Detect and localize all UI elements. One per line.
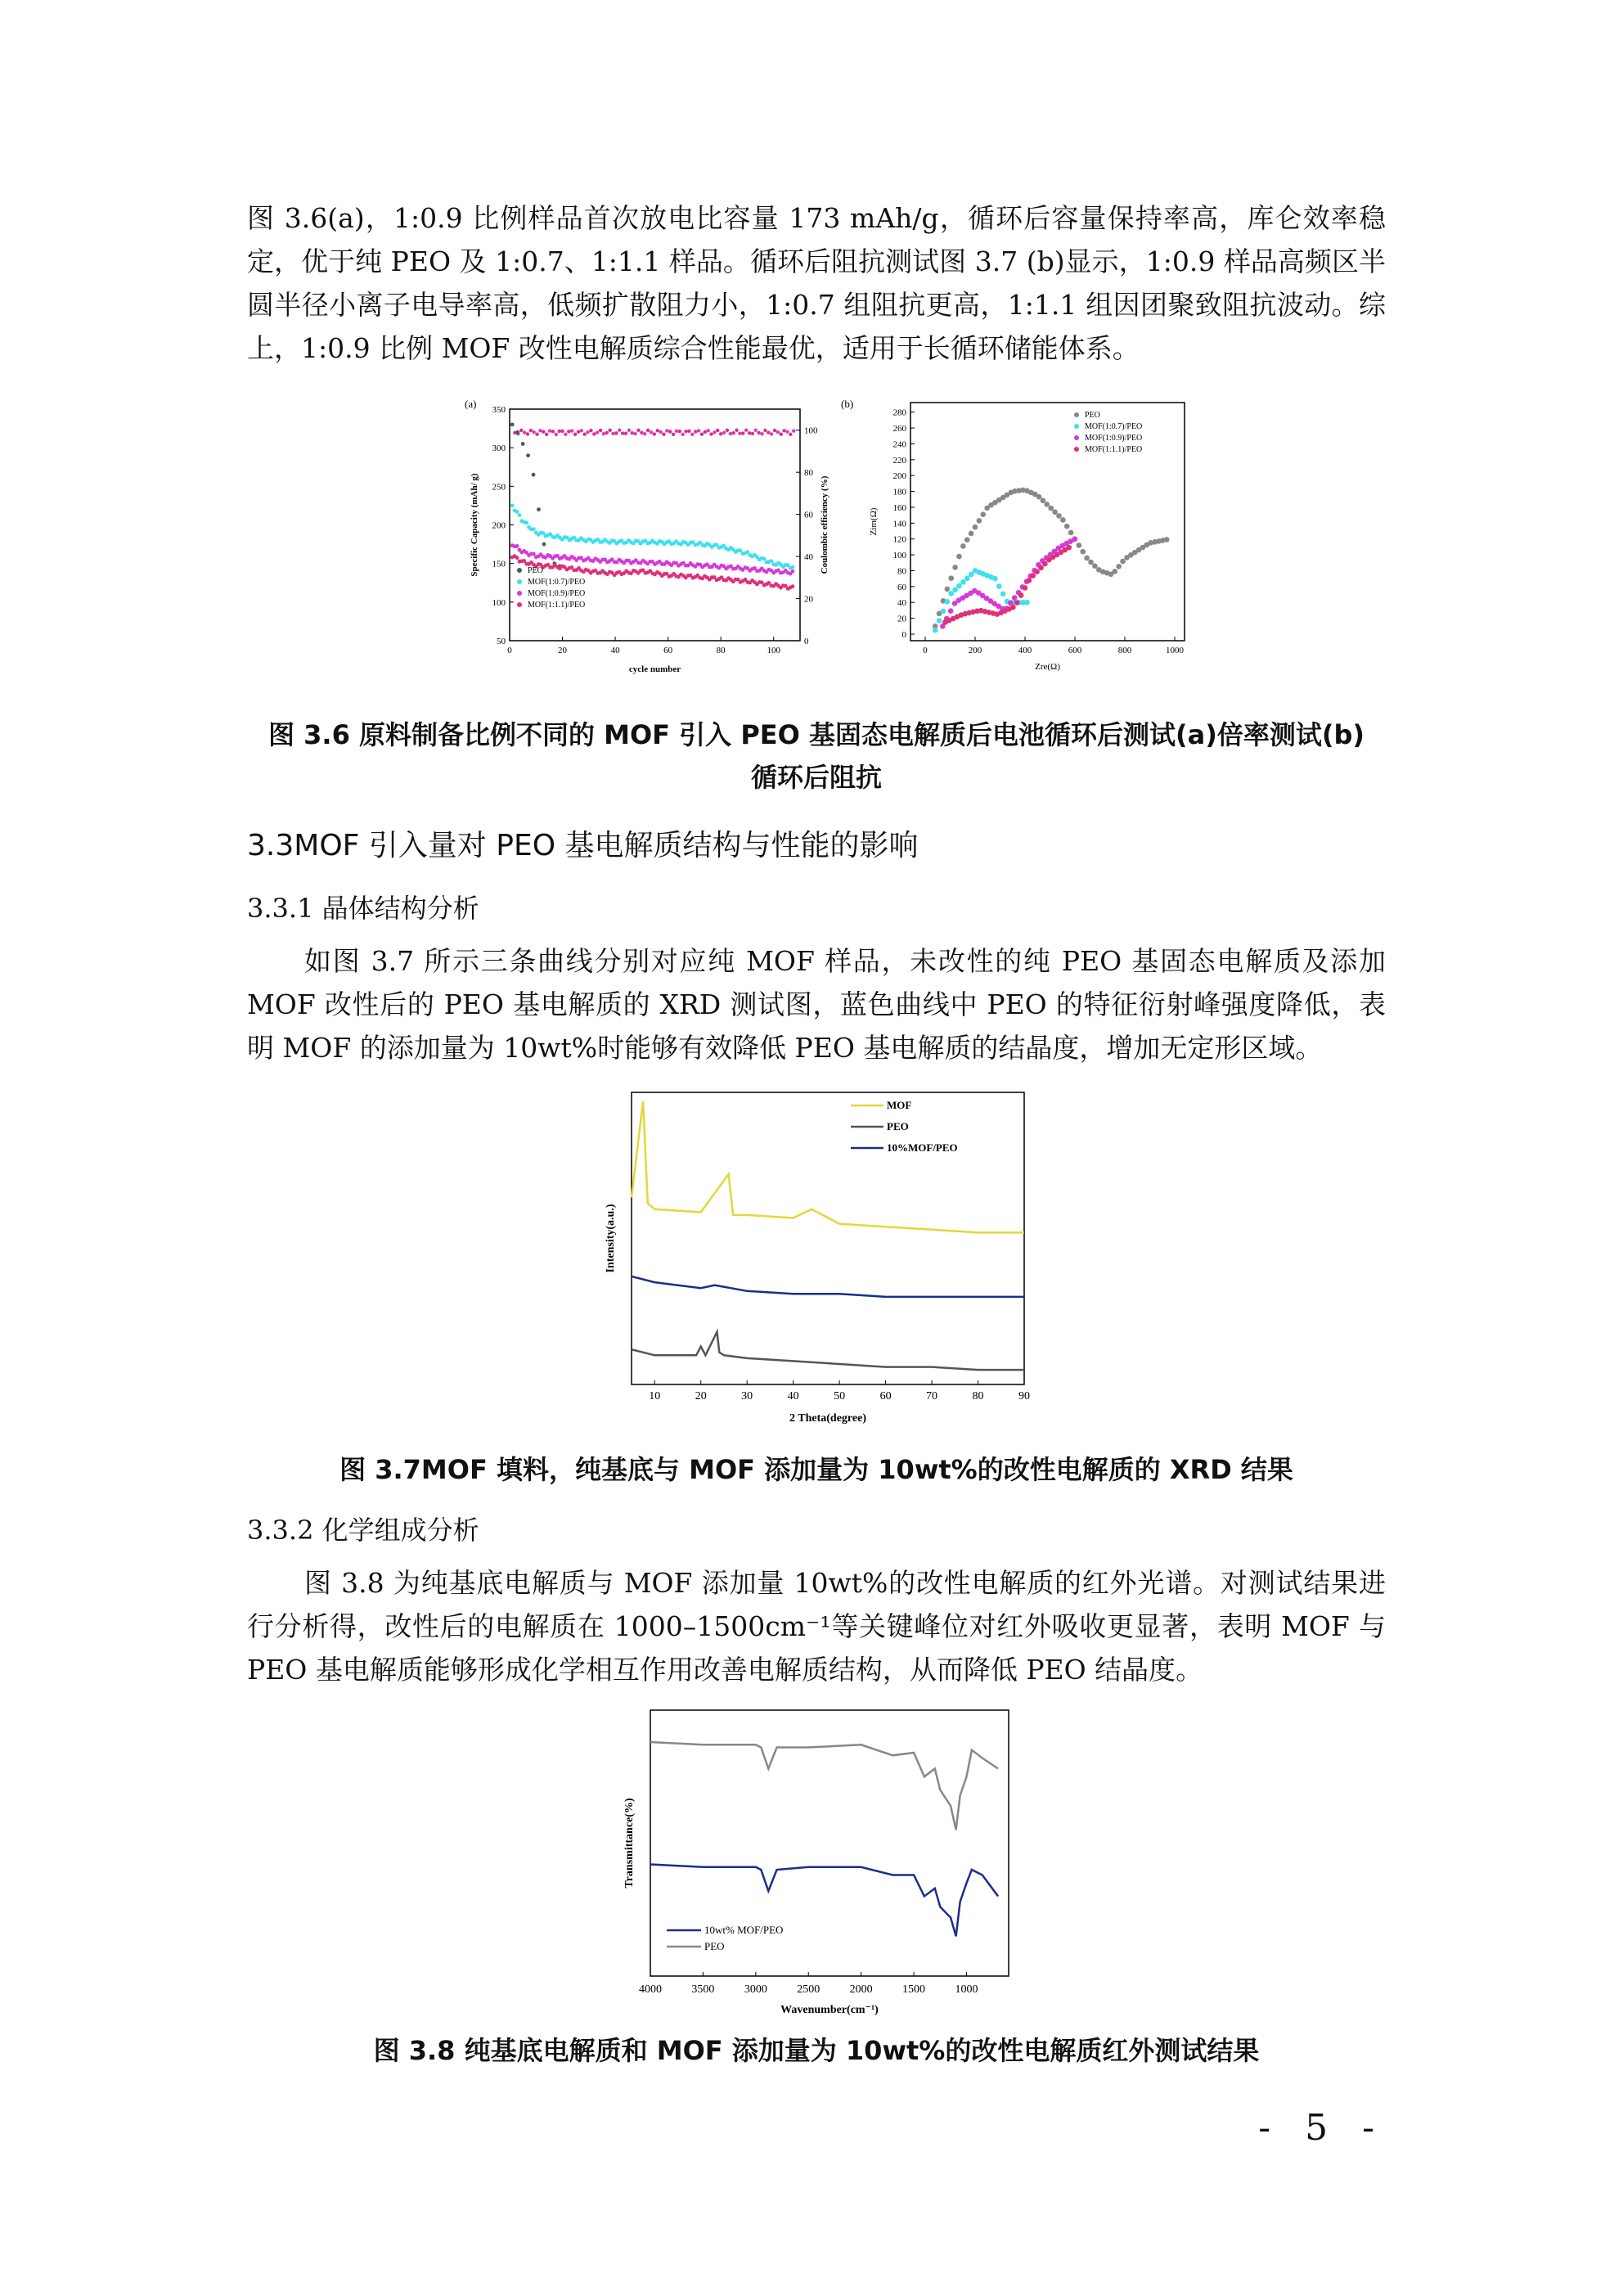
ce-point [792, 429, 795, 432]
y2-tick-label: 20 [804, 594, 813, 605]
y-tick-label: 160 [892, 502, 906, 513]
ce-point [767, 430, 770, 434]
ce-point [789, 433, 792, 436]
ce-point [555, 433, 558, 436]
ce-point [596, 430, 599, 434]
nyquist-point-MOF(1:1.1)/PEO [1010, 605, 1016, 610]
ce-point [780, 432, 783, 435]
nyquist-point-PEO [1048, 506, 1054, 511]
ce-point [665, 429, 668, 432]
y-tick-label: 100 [892, 551, 906, 561]
ce-point [785, 430, 789, 434]
ce-point [643, 432, 646, 435]
nyquist-point-PEO [1036, 494, 1042, 500]
x-axis-label: Zre(Ω) [1035, 662, 1060, 672]
ce-point [675, 430, 678, 433]
capacity-point-PEO [537, 507, 541, 511]
nyquist-point-PEO [1113, 569, 1118, 574]
nyquist-point-MOF(1:0.7)/PEO [941, 609, 946, 615]
nyquist-point-PEO [1077, 542, 1082, 548]
ce-point [640, 431, 643, 434]
legend-label: PEO [1085, 411, 1100, 420]
chart-3-8 [623, 1710, 1009, 2016]
y-tick-label: 50 [497, 637, 506, 646]
legend-marker [517, 591, 522, 596]
ce-point [592, 432, 596, 435]
legend-label: MOF [887, 1099, 912, 1111]
ce-point [526, 432, 529, 435]
nyquist-point-PEO [980, 511, 986, 517]
x-tick-label: 100 [767, 646, 780, 655]
x-tick-label: 400 [1018, 646, 1032, 655]
legend-marker [1074, 447, 1079, 452]
ce-point [529, 429, 533, 432]
y-tick-label: 100 [492, 597, 506, 608]
nyquist-point-PEO [1060, 517, 1066, 523]
y2-tick-label: 100 [804, 425, 818, 436]
ce-point [653, 432, 656, 435]
legend-label: MOF(1:0.9)/PEO [528, 589, 586, 598]
capacity-point-MOF(1:0.9)/PEO [515, 544, 519, 548]
y-tick-label: 0 [901, 630, 906, 640]
y-tick-label: 350 [492, 405, 506, 415]
y-tick-label: 60 [897, 582, 906, 592]
ce-point [659, 430, 662, 434]
x-tick-label: 80 [716, 646, 726, 655]
ce-point [567, 430, 570, 433]
ce-point [551, 430, 555, 433]
nyquist-point-PEO [1045, 502, 1050, 507]
ce-point [782, 429, 785, 432]
ce-point [681, 433, 685, 436]
legend-label: MOF(1:1.1)/PEO [1085, 445, 1143, 454]
ir-line-PEO [650, 1742, 998, 1830]
y-tick-label: 250 [492, 482, 506, 493]
ce-point [560, 430, 564, 433]
y2-axis-label: Coulombic efficiency (%) [820, 475, 829, 574]
nyquist-point-MOF(1:0.9)/PEO [948, 608, 954, 614]
y2-tick-label: 80 [804, 468, 813, 479]
nyquist-point-MOF(1:1.1)/PEO [1018, 592, 1024, 598]
x-tick-label: 40 [787, 1390, 799, 1402]
heading-3-3-1: 3.3.1 晶体结构分析 [247, 893, 479, 924]
caption-fig36-line1: 图 3.6 原料制备比例不同的 MOF 引入 PEO 基固态电解质后电池循环后测试(a)倍率测试(b) [268, 719, 1364, 750]
ce-point [738, 432, 741, 435]
page-number: - 5 - [1258, 2107, 1386, 2149]
ce-point [580, 429, 583, 432]
capacity-point-PEO [532, 473, 536, 477]
panel-label: (a) [465, 398, 477, 410]
y2-tick-label: 40 [804, 552, 813, 563]
figure-3-6 [448, 393, 1185, 679]
ce-point [722, 431, 726, 434]
nyquist-point-MOF(1:1.1)/PEO [1042, 561, 1048, 567]
y-axis-label: Specific Capacity (mAh/ g) [470, 473, 479, 577]
capacity-point-MOF(1:1.1)/PEO [515, 556, 519, 560]
plot-frame [632, 1092, 1024, 1384]
legend-marker [1074, 412, 1079, 417]
caption-fig38: 图 3.8 纯基底电解质和 MOF 添加量为 10wt%的改性电解质红外测试结果 [373, 2035, 1260, 2066]
x-tick-label: 90 [1018, 1390, 1030, 1402]
x-axis-label: Wavenumber(cm⁻¹) [780, 2004, 879, 2016]
x-tick-label: 60 [663, 646, 673, 655]
ce-point [621, 431, 624, 434]
ce-point [599, 429, 602, 432]
panel-label: (b) [841, 398, 854, 410]
y-tick-label: 40 [897, 598, 906, 609]
ce-point [538, 429, 542, 432]
ce-point [519, 429, 523, 432]
ce-point [646, 429, 650, 432]
nyquist-point-PEO [948, 575, 954, 581]
legend-marker [1074, 424, 1079, 429]
ce-point [627, 429, 631, 432]
y2-tick-label: 60 [804, 510, 813, 520]
capacity-point-MOF(1:0.7)/PEO [769, 559, 773, 563]
nyquist-point-MOF(1:0.9)/PEO [1012, 595, 1018, 601]
xrd-line-10%MOF/PEO [632, 1276, 1024, 1297]
y-tick-label: 120 [892, 534, 906, 545]
nyquist-point-MOF(1:0.7)/PEO [956, 583, 962, 589]
nyquist-point-MOF(1:1.1)/PEO [1014, 600, 1020, 606]
x-tick-label: 70 [926, 1390, 938, 1402]
y-axis-label: Transmittance(%) [623, 1798, 636, 1889]
nyquist-point-MOF(1:0.7)/PEO [969, 572, 974, 578]
nyquist-point-MOF(1:1.1)/PEO [1023, 585, 1028, 591]
nyquist-point-PEO [969, 531, 974, 537]
legend-marker [1074, 435, 1079, 440]
y-tick-label: 200 [892, 471, 906, 482]
x-tick-label: 1500 [902, 1983, 926, 1996]
ce-point [545, 433, 548, 436]
x-tick-label: 80 [972, 1390, 984, 1402]
x-tick-label: 2500 [797, 1983, 820, 1996]
x-tick-label: 2000 [849, 1983, 873, 1996]
x-tick-label: 0 [507, 646, 512, 655]
capacity-point-PEO [521, 442, 525, 446]
capacity-point-MOF(1:0.9)/PEO [532, 552, 536, 556]
nyquist-point-PEO [956, 554, 962, 560]
ce-point [760, 432, 763, 435]
legend-marker [517, 579, 522, 584]
ce-point [748, 431, 751, 434]
ce-point [636, 429, 640, 432]
nyquist-point-PEO [1080, 549, 1086, 555]
ce-point [697, 429, 700, 432]
legend-label: PEO [704, 1940, 725, 1952]
y-tick-label: 140 [892, 519, 906, 529]
ce-point [586, 430, 589, 434]
ce-point [564, 433, 567, 436]
nyquist-point-PEO [1056, 513, 1062, 519]
nyquist-point-PEO [1092, 563, 1098, 569]
ce-point [557, 430, 560, 433]
x-tick-label: 40 [610, 646, 620, 655]
ce-point [744, 429, 748, 432]
paragraph-ir-discussion: 图 3.8 为纯基底电解质与 MOF 添加量 10wt%的改性电解质的红外光谱。对测试结果进行分析得，改性后的电解质在 1000–1500cm⁻¹等关键峰位对红外吸收更显著，表明 MOF 与 PEO 基电解质能够形成化学相互作用改善电解质结构，从而降低 PEO 结晶度。 [247, 1567, 1386, 1686]
ce-point [624, 432, 627, 435]
x-tick-label: 4000 [639, 1983, 662, 1996]
ce-point [687, 430, 690, 433]
nyquist-point-PEO [1164, 537, 1170, 542]
legend-label: MOF(1:0.7)/PEO [528, 578, 586, 587]
nyquist-point-PEO [1120, 559, 1126, 565]
x-tick-label: 200 [968, 646, 982, 655]
x-axis-label: cycle number [628, 664, 681, 674]
xrd-line-PEO [632, 1332, 1024, 1370]
nyquist-point-MOF(1:0.9)/PEO [1072, 537, 1077, 542]
ce-point [582, 432, 586, 435]
y-tick-label: 220 [892, 455, 906, 466]
ce-point [709, 432, 713, 435]
nyquist-point-PEO [1084, 556, 1090, 561]
legend-label: 10%MOF/PEO [887, 1141, 958, 1154]
ir-line-10wt% MOF/PEO [650, 1865, 998, 1937]
y-tick-label: 80 [897, 566, 906, 577]
ce-point [729, 432, 732, 435]
ce-point [694, 430, 697, 433]
paragraph-fig36-discussion: 图 3.6(a)，1:0.9 比例样品首次放电比容量 173 mAh/g，循环后容量保持率高，库仑效率稳定，优于纯 PEO 及 1:0.7、1:1.1 样品。循环后阻抗测试图 3.7 (b)显示，1:0.9 样品高频区半圆半径小离子电导率高，低频扩散阻力小，1:0.7 组阻抗更高，1:1.1 组因团聚致阻抗波动。综上，1:0.9 比例 MOF 改性电解质综合性能最优，适用于长循环储能体系。 [247, 202, 1386, 364]
nyquist-point-PEO [960, 543, 966, 549]
ce-point [735, 429, 738, 432]
legend-marker [517, 568, 522, 573]
nyquist-point-MOF(1:0.7)/PEO [992, 576, 998, 582]
ce-point [719, 432, 722, 435]
capacity-point-PEO [526, 453, 530, 457]
ce-point [631, 431, 634, 434]
legend-label: 10wt% MOF/PEO [704, 1924, 784, 1936]
x-tick-label: 60 [879, 1390, 892, 1402]
x-tick-label: 30 [741, 1390, 753, 1402]
y-tick-label: 300 [492, 443, 506, 454]
caption-fig36-line2: 循环后阻抗 [750, 762, 882, 793]
ce-point [713, 430, 716, 434]
x-tick-label: 3000 [744, 1983, 767, 1996]
chart-3-6b [841, 398, 1185, 672]
ce-point [770, 432, 773, 435]
ce-point [656, 429, 659, 432]
nyquist-point-MOF(1:0.7)/PEO [945, 599, 951, 605]
y-tick-label: 240 [892, 439, 906, 450]
nyquist-point-MOF(1:0.7)/PEO [1024, 600, 1030, 606]
ce-point [535, 432, 538, 435]
capacity-point-MOF(1:0.7)/PEO [762, 557, 767, 561]
ce-point [602, 432, 605, 435]
x-tick-label: 600 [1068, 646, 1082, 655]
nyquist-point-PEO [1041, 498, 1046, 504]
nyquist-point-MOF(1:1.1)/PEO [1030, 573, 1036, 579]
heading-3-3: 3.3MOF 引入量对 PEO 基电解质结构与性能的影响 [247, 829, 919, 862]
ce-point [548, 429, 551, 432]
y-tick-label: 200 [492, 520, 506, 531]
plot-frame [910, 403, 1185, 641]
y-axis-label: Intensity(a.u.) [605, 1204, 617, 1273]
nyquist-point-MOF(1:0.7)/PEO [996, 583, 1002, 589]
ce-point [542, 430, 545, 434]
ce-point [684, 430, 687, 433]
ce-point [690, 433, 694, 436]
x-tick-label: 3500 [691, 1983, 715, 1996]
ce-point [716, 429, 719, 432]
ce-point [704, 430, 707, 434]
nyquist-point-PEO [1052, 509, 1058, 515]
nyquist-point-PEO [952, 565, 958, 570]
capacity-point-MOF(1:0.7)/PEO [791, 565, 795, 569]
capacity-point-MOF(1:0.7)/PEO [518, 513, 522, 517]
y-tick-label: 280 [892, 407, 906, 418]
nyquist-point-MOF(1:0.7)/PEO [948, 591, 954, 597]
ce-point [678, 430, 681, 433]
x-tick-label: 10 [649, 1390, 661, 1402]
ce-point [668, 430, 672, 433]
legend-label: MOF(1:1.1)/PEO [528, 601, 586, 610]
nyquist-point-MOF(1:0.7)/PEO [960, 579, 966, 585]
y-tick-label: 20 [897, 614, 906, 624]
figure-3-7 [589, 1080, 1047, 1440]
ce-point [611, 432, 614, 435]
nyquist-point-MOF(1:1.1)/PEO [1038, 565, 1044, 571]
nyquist-point-PEO [973, 524, 978, 530]
nyquist-point-MOF(1:0.7)/PEO [952, 587, 958, 592]
x-tick-label: 1000 [1166, 646, 1184, 655]
ce-point [726, 429, 729, 432]
ce-point [650, 430, 653, 434]
ce-point [532, 430, 535, 434]
legend-label: PEO [887, 1120, 909, 1132]
chart-3-7 [605, 1092, 1030, 1425]
ce-point [706, 429, 709, 432]
caption-fig37: 图 3.7MOF 填料，纯基底与 MOF 添加量为 10wt%的改性电解质的 XRD 结果 [339, 1454, 1293, 1485]
x-tick-label: 1000 [955, 1983, 978, 1996]
capacity-point-PEO [515, 430, 519, 434]
ce-point [731, 431, 735, 434]
nyquist-point-MOF(1:0.7)/PEO [1000, 591, 1006, 597]
chart-3-6a [465, 398, 829, 674]
nyquist-point-PEO [964, 537, 970, 542]
ce-point [776, 430, 780, 434]
nyquist-point-MOF(1:0.7)/PEO [964, 575, 970, 581]
ce-point [633, 432, 636, 435]
y-tick-label: 180 [892, 487, 906, 497]
ce-point [618, 429, 621, 432]
nyquist-point-MOF(1:0.7)/PEO [933, 628, 938, 633]
x-tick-label: 800 [1117, 646, 1132, 655]
capacity-point-MOF(1:0.7)/PEO [524, 521, 528, 525]
nyquist-point-MOF(1:1.1)/PEO [1034, 569, 1040, 574]
x-tick-label: 20 [558, 646, 568, 655]
nyquist-point-PEO [1064, 524, 1070, 529]
legend-label: PEO [528, 566, 543, 575]
ce-point [589, 429, 592, 432]
nyquist-point-PEO [1068, 530, 1074, 536]
nyquist-point-MOF(1:1.1)/PEO [1066, 545, 1072, 551]
ce-point [608, 429, 611, 432]
ce-point [605, 431, 609, 434]
ce-point [577, 430, 580, 434]
x-tick-label: 50 [834, 1390, 846, 1402]
figure-3-8 [601, 1706, 1059, 2033]
capacity-point-PEO [510, 422, 515, 426]
nyquist-point-PEO [1088, 560, 1094, 565]
nyquist-point-PEO [1116, 564, 1122, 569]
x-tick-label: 0 [923, 646, 928, 655]
ce-point [700, 433, 704, 436]
x-axis-label: 2 Theta(degree) [789, 1412, 866, 1425]
capacity-point-MOF(1:0.9)/PEO [791, 569, 795, 574]
paragraph-xrd-discussion: 如图 3.7 所示三条曲线分别对应纯 MOF 样品，未改性的纯 PEO 基固态电解质及添加 MOF 改性后的 PEO 基电解质的 XRD 测试图，蓝色曲线中 PEO 的特征衍射峰强度降低，表明 MOF 的添加量为 10wt%时能够有效降低 PEO 基电解质的结晶度，增加无定形区域。 [247, 945, 1386, 1064]
ce-point [614, 431, 618, 434]
nyquist-point-MOF(1:1.1)/PEO [1027, 578, 1032, 583]
ce-point [523, 430, 526, 434]
legend-marker [517, 602, 522, 607]
capacity-point-PEO [542, 542, 546, 547]
ce-point [763, 429, 767, 432]
xrd-line-MOF [632, 1101, 1024, 1233]
legend-label: MOF(1:0.9)/PEO [1085, 434, 1143, 443]
capacity-point-MOF(1:0.7)/PEO [532, 527, 536, 531]
x-tick-label: 20 [695, 1390, 707, 1402]
y-axis-label: Zim(Ω) [869, 507, 879, 536]
ce-point [573, 433, 577, 436]
heading-3-3-2: 3.3.2 化学组成分析 [247, 1515, 479, 1546]
ce-point [754, 429, 758, 432]
ce-point [672, 433, 675, 436]
nyquist-point-PEO [945, 587, 951, 592]
capacity-point-MOF(1:0.7)/PEO [510, 503, 515, 507]
nyquist-point-MOF(1:0.7)/PEO [937, 618, 942, 624]
ce-point [662, 433, 665, 436]
ce-point [751, 432, 754, 435]
ce-point [757, 431, 760, 434]
ce-point [741, 431, 744, 434]
legend-label: MOF(1:0.7)/PEO [1085, 422, 1143, 431]
nyquist-point-PEO [977, 518, 982, 524]
y-tick-label: 150 [492, 559, 506, 569]
y-tick-label: 260 [892, 424, 906, 434]
capacity-point-MOF(1:0.7)/PEO [745, 550, 749, 554]
ce-point [570, 429, 573, 432]
capacity-point-MOF(1:0.7)/PEO [739, 548, 743, 552]
capacity-point-MOF(1:0.7)/PEO [515, 510, 519, 514]
ce-point [773, 429, 776, 432]
capacity-point-MOF(1:1.1)/PEO [791, 584, 795, 588]
y2-tick-label: 0 [804, 637, 809, 646]
